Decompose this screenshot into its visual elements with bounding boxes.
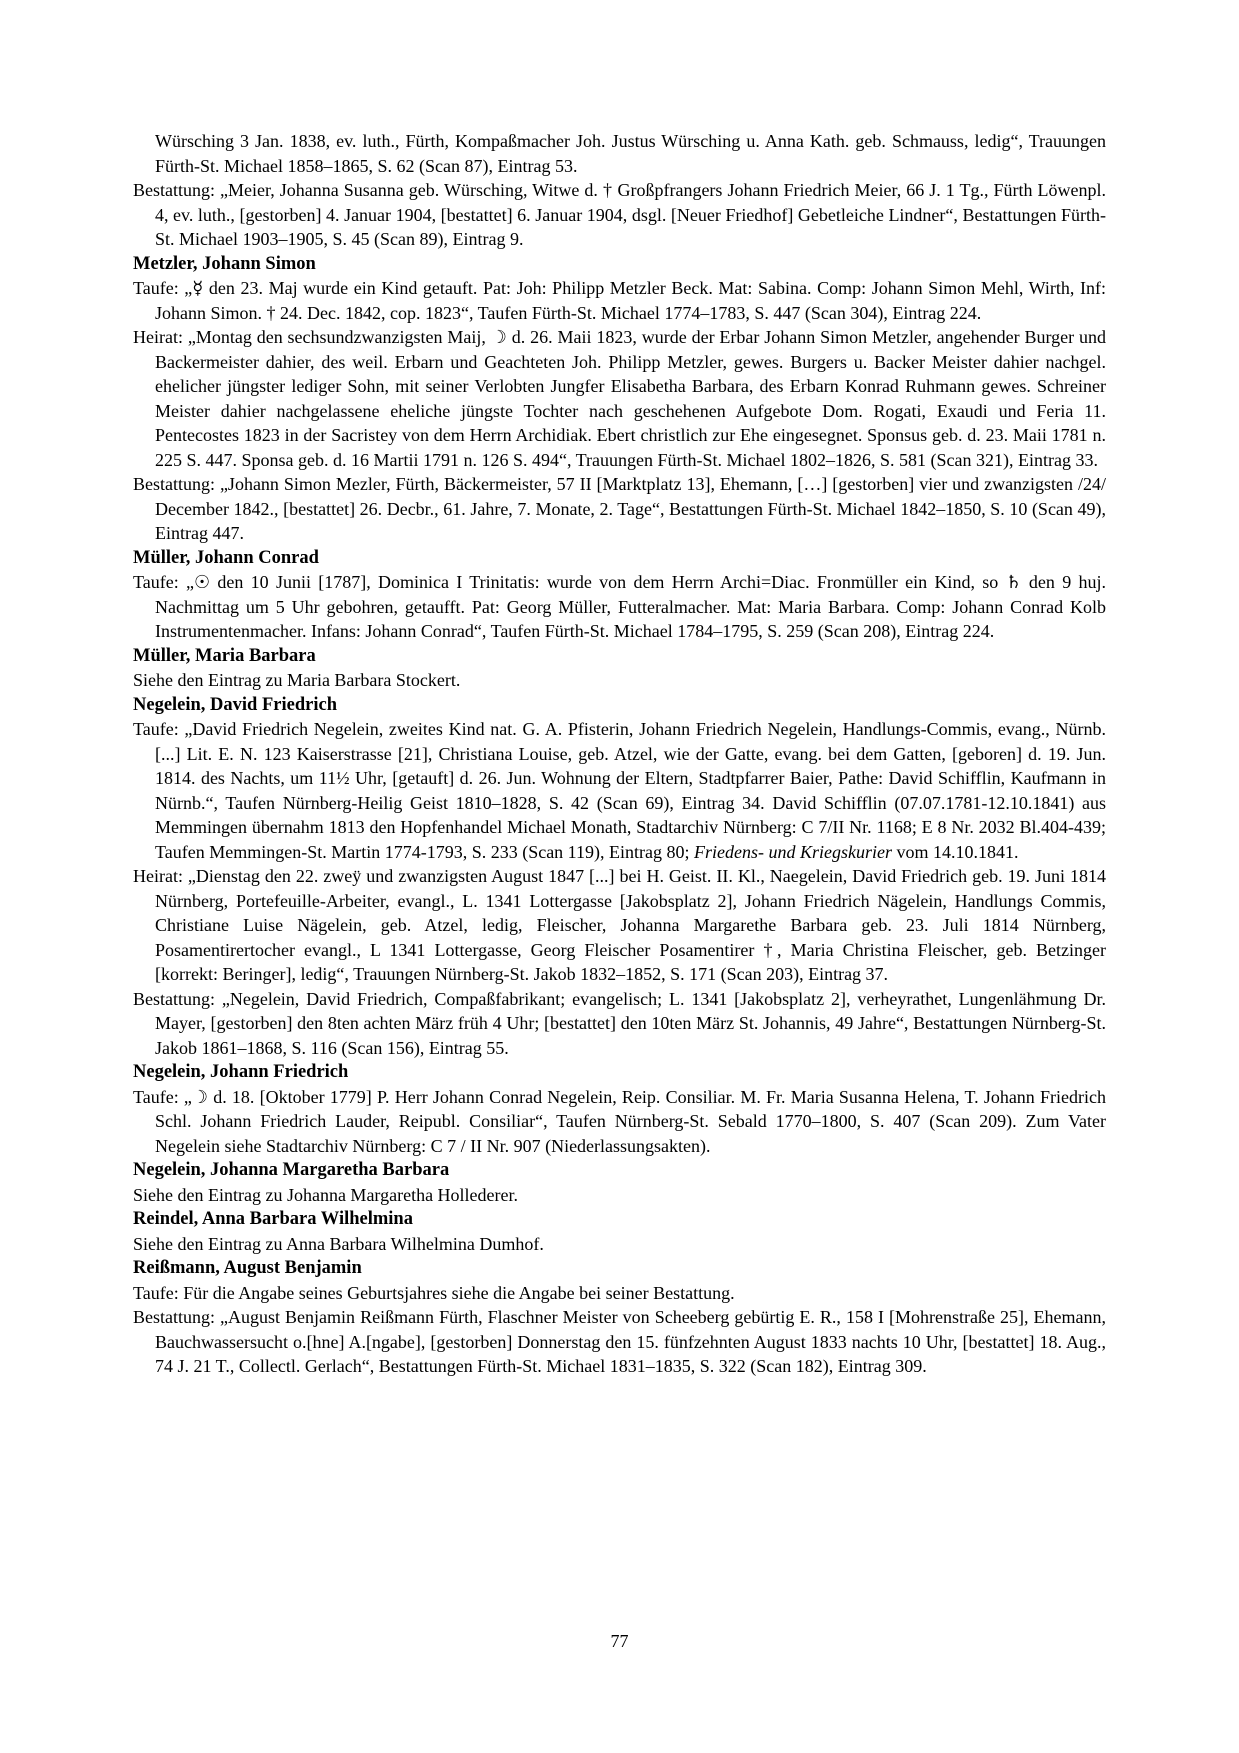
entry-text-segment: vom 14.10.1841. bbox=[891, 841, 1019, 862]
entry-bestattung-meier: Bestattung: „Meier, Johanna Susanna geb. Würsching, Witwe d. † Großpfrangers Johann Friedrich Meier, 66 J. 1 Tg., Fürth Löwenpl. 4, ev. luth., [gestorben] 4. Januar 1904, [bestattet] 6. Januar 1904, dsgl. [Neuer Friedhof] Gebetleiche Lindner“, Bestattungen Fürth-St. Michael 1903–1905, S. 45 (Scan 89), Eintrag 9. bbox=[133, 180, 1106, 249]
entry-taufe-negelein-johann: Taufe: „☽ d. 18. [Oktober 1779] P. Herr Johann Conrad Negelein, Reip. Consiliar. M. Fr. Maria Susanna Helena, T. Johann Friedrich Schl. Johann Friedrich Lauder, Reipubl. Consiliar“, Taufen Nürnberg-St. Sebald 1770–1800, S. 407 (Scan 209). Zum Vater Negelein siehe Stadtarchiv Nürnberg: C 7 / II Nr. 907 (Niederlassungsakten). bbox=[133, 1086, 1106, 1156]
section-heading-reindel-anna-barbara-wilhelmina: Reindel, Anna Barbara Wilhelmina bbox=[133, 1209, 413, 1229]
entry-continuation-wuersching: Würsching 3 Jan. 1838, ev. luth., Fürth, Kompaßmacher Joh. Justus Würsching u. Anna Kath. geb. Schmauss, ledig“, Trauungen Fürth-St. Michael 1858–1865, S. 62 (Scan 87), Eintrag 53. bbox=[155, 131, 1106, 176]
entry-bestattung-negelein-david: Bestattung: „Negelein, David Friedrich, Compaßfabrikant; evangelisch; L. 1341 [Jakobsplatz 2], verheyrathet, Lungenlähmung Dr. Mayer, [gestorben] den 8ten achten März früh 4 Uhr; [bestattet] den 10ten März St. Johannis, 49 Jahre“, Bestattungen Nürnberg-St. Jakob 1861–1868, S. 116 (Scan 156), Eintrag 55. bbox=[133, 988, 1106, 1058]
entry-bestattung-mezler: Bestattung: „Johann Simon Mezler, Fürth, Bäckermeister, 57 II [Marktplatz 13], Ehemann, […] [gestorben] vier und zwanzigsten /24/ December 1842., [bestattet] 26. Decbr., 61. Jahre, 7. Monate, 2. Tage“, Bestattungen Fürth-St. Michael 1842–1850, S. 10 (Scan 49), Eintrag 447. bbox=[133, 474, 1106, 543]
entry-bestattung-reissmann: Bestattung: „August Benjamin Reißmann Fürth, Flaschner Meister von Scheeberg gebürtig E. R., 158 I [Mohrenstraße 25], Ehemann, Bauchwassersucht o.[hne] A.[ngabe], [gestorben] Donnerstag den 15. fünfzehnten August 1833 nachts 10 Uhr, [bestattet] 18. Aug., 74 J. 21 T., Collectl. Gerlach“, Bestattungen Fürth-St. Michael 1831–1835, S. 322 (Scan 182), Eintrag 309. bbox=[133, 1307, 1106, 1376]
section-heading-reissmann-august-benjamin: Reißmann, August Benjamin bbox=[133, 1258, 362, 1278]
section-heading-negelein-johann-friedrich: Negelein, Johann Friedrich bbox=[133, 1062, 349, 1082]
entry-taufe-mueller: Taufe: „☉ den 10 Junii [1787], Dominica I Trinitatis: wurde von dem Herrn Archi=Diac. Fronmüller ein Kind, so ♄ den 9 huj. Nachmittag um 5 Uhr gebohren, getaufft. Pat: Georg Müller, Futteralmacher. Mat: Maria Barbara. Comp: Johann Conrad Kolb Instrumentenmacher. Infans: Johann Conrad“, Taufen Fürth-St. Michael 1784–1795, S. 259 (Scan 208), Eintrag 224. bbox=[133, 572, 1106, 641]
cross-reference-stockert: Siehe den Eintrag zu Maria Barbara Stockert. bbox=[133, 670, 461, 690]
entry-text-segment: Taufe: „David Friedrich Negelein, zweites Kind nat. G. A. Pfisterin, Johann Friedrich Negelein, Handlungs-Commis, evang., Nürnb. [...] Lit. E. N. 123 Kaiserstrasse [21], Christiana Louise, geb. Atzel, wie der Gatte, evang. bei dem Gatten, [geboren] d. 19. Jun. 1814. des Nachts, um 11½ Uhr, [getauft] d. 26. Jun. Wohnung der Eltern, Stadtpfarrer Baier, Pathe: David Schifflin, Kaufmann in Nürnb.“, Taufen Nürnberg-Heilig Geist 1810–1828, S. 42 (Scan 69), Eintrag 34. David Schifflin (07.07.1781-12.10.1841) aus Memmingen übernahm 1813 den Hopfenhandel Michael Monath, Stadtarchiv Nürnberg: C 7/II Nr. 1168; E 8 Nr. 2032 Bl.404-439; Taufen Memmingen-St. Martin 1774-1793, S. 233 (Scan 119), Eintrag 80; bbox=[133, 719, 1106, 862]
text-block bbox=[133, 129, 1106, 1379]
cross-reference-hollederer: Siehe den Eintrag zu Johanna Margaretha Hollederer. bbox=[133, 1184, 519, 1205]
italic-newspaper-title: Friedens- und Kriegskurier bbox=[694, 841, 892, 862]
entry-heirat-negelein-david: Heirat: „Dienstag den 22. zweÿ und zwanzigsten August 1847 [...] bei H. Geist. II. Kl., Naegelein, David Friedrich geb. 19. Juni 1814 Nürnberg, Portefeuille-Arbeiter, evangl., L. 1341 Lottergasse [Jakobsplatz 2], Johann Friedrich Nägelein, Handlungs Commis, Christiane Luise Nägelein, geb. Atzel, ledig, Fleischer, Johanna Margarethe Barbara geb. 23. Juli 1814 Nürnberg, Posamentirertocher evangl., L 1341 Lottergasse, Georg Fleischer Posamentirer †, Maria Christina Fleischer, geb. Betzinger [korrekt: Beringer], ledig“, Trauungen Nürnberg-St. Jakob 1832–1852, S. 171 (Scan 203), Eintrag 37. bbox=[133, 866, 1106, 984]
entry-taufe-metzler: Taufe: „☿ den 23. Maj wurde ein Kind getauft. Pat: Joh: Philipp Metzler Beck. Mat: Sabina. Comp: Johann Simon Mehl, Wirth, Inf: Johann Simon. † 24. Dec. 1842, cop. 1823“, Taufen Fürth-St. Michael 1774–1783, S. 447 (Scan 304), Eintrag 224. bbox=[133, 278, 1106, 323]
entry-taufe-negelein-david bbox=[133, 717, 1106, 864]
cross-reference-dumhof: Siehe den Eintrag zu Anna Barbara Wilhelmina Dumhof. bbox=[133, 1233, 544, 1254]
section-heading-mueller-maria-barbara: Müller, Maria Barbara bbox=[133, 645, 316, 666]
entry-taufe-reissmann: Taufe: Für die Angabe seines Geburtsjahres siehe die Angabe bei seiner Bestattung. bbox=[133, 1282, 735, 1303]
page-number: 77 bbox=[610, 1631, 629, 1651]
entry-heirat-metzler: Heirat: „Montag den sechsundzwanzigsten Maij, ☽ d. 26. Maii 1823, wurde der Erbar Johann Simon Metzler, angehender Burger und Backermeister dahier, des weil. Erbarn und Geachteten Joh. Philipp Metzler, gewes. Burgers u. Backer Meister dahier nachgel. ehelicher jüngster lediger Sohn, mit seiner Verlobten Jungfer Elisabetha Barbara, des Erbarn Konrad Ruhmann gewes. Schreiner Meister dahier nachgelassene eheliche jüngste Tochter nach geschehenen Aufgebote Dom. Rogati, Exaudi und Feria 11. Pentecostes 1823 in der Sacristey von dem Herrn Archidiak. Ebert christlich zur Ehe eingesegnet. Sponsus geb. d. 23. Maii 1781 n. 225 S. 447. Sponsa geb. d. 16 Martii 1791 n. 126 S. 494“, Trauungen Fürth-St. Michael 1802–1826, S. 581 (Scan 321), Eintrag 33. bbox=[133, 327, 1106, 470]
section-heading-negelein-johanna-margaretha-barbara: Negelein, Johanna Margaretha Barbara bbox=[133, 1160, 450, 1180]
section-heading-metzler-johann-simon: Metzler, Johann Simon bbox=[133, 253, 316, 274]
section-heading-mueller-johann-conrad: Müller, Johann Conrad bbox=[133, 547, 319, 568]
section-heading-negelein-david-friedrich: Negelein, David Friedrich bbox=[133, 694, 337, 715]
